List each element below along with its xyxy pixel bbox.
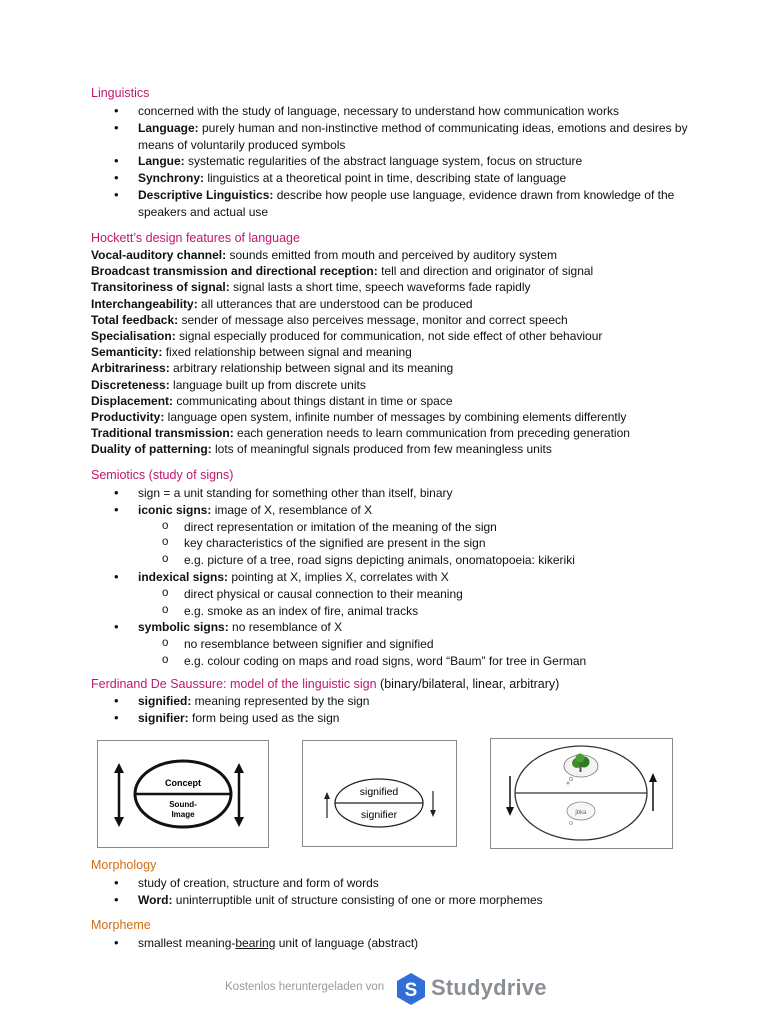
saussure-list (0, 693, 768, 727)
list-item: • symbolic signs: no resemblance of X (0, 619, 768, 636)
list-item: Interchangeability: all utterances that are understood can be produced (91, 296, 473, 311)
sub-list-item: o no resemblance between signifier and signified (0, 636, 768, 653)
list-item: • Word: uninterruptible unit of structure consisting of one or more morphemes (0, 892, 768, 909)
semiotics-list (0, 485, 768, 670)
list-item: • Language: purely human and non-instinctive method of communicating ideas, emotions and desires by means of voluntarily produced symbols (0, 120, 768, 154)
list-item: Vocal-auditory channel: sounds emitted from mouth and perceived by auditory system (91, 248, 557, 262)
sub-list-item: o key characteristics of the signified are present in the sign (0, 535, 768, 552)
sub-list-item: o e.g. colour coding on maps and road signs, word “Baum” for tree in German (0, 653, 768, 670)
thought-bubble-word (567, 802, 595, 825)
list-item: • iconic signs: image of X, resemblance of X (0, 502, 768, 519)
figure-signified-label: signified (359, 786, 399, 798)
sub-list-item: o e.g. smoke as an index of fire, animal tracks (0, 603, 768, 620)
figure-concept-label: Concept (165, 778, 201, 788)
figure-sound-label-2: Image (171, 810, 195, 819)
figure-bubble-word: jbka (573, 810, 587, 816)
list-item: Discreteness: language built up from discrete units (91, 377, 366, 392)
list-item: • Langue: systematic regularities of the abstract language system, focus on structure (0, 153, 768, 170)
list-item: • indexical signs: pointing at X, implies X, correlates with X (0, 569, 768, 586)
sub-list-item: o direct representation or imitation of the meaning of the sign (0, 519, 768, 536)
morpheme-heading: Morpheme (91, 918, 151, 932)
morphology-list (0, 875, 768, 909)
list-item: • sign = a unit standing for something other than itself, binary (0, 485, 768, 502)
download-notice: Kostenlos heruntergeladen von (225, 981, 385, 993)
hockett-list (91, 247, 751, 458)
list-item: Broadcast transmission and directional reception: tell and direction and originator of signal (91, 264, 594, 279)
figure-signifier-label: signifier (360, 809, 398, 821)
list-item: • Synchrony: linguistics at a theoretical point in time, describing state of language (0, 170, 768, 187)
sign-model-figure-tree (490, 738, 673, 849)
figure-concept-drawing (98, 741, 268, 847)
sign-model-figure-signified (302, 740, 457, 847)
list-item: Productivity: language open system, infinite number of messages by combining elements differently (91, 410, 627, 425)
list-item: Duality of patterning: lots of meaningful signals produced from few meaningless units (91, 442, 552, 457)
list-item: Arbitrariness: arbitrary relationship between signal and its meaning (91, 361, 454, 376)
sub-list-item: o e.g. picture of a tree, road signs depicting animals, onomatopoeia: kikeriki (0, 552, 768, 569)
studydrive-footer (225, 972, 555, 1006)
studydrive-brand-link[interactable]: Studydrive (431, 975, 547, 1000)
list-item: Total feedback: sender of message also perceives message, monitor and correct speech (91, 312, 568, 327)
sign-model-figure-concept (97, 740, 269, 848)
semiotics-heading: Semiotics (study of signs) (91, 468, 234, 482)
figure-signified-drawing (303, 741, 456, 846)
sub-list-item: o direct physical or causal connection to their meaning (0, 586, 768, 603)
saussure-heading: Ferdinand De Saussure: model of the linguistic sign (91, 677, 377, 691)
svg-text:S: S (404, 980, 418, 1001)
studydrive-logo-icon[interactable] (395, 972, 427, 1006)
hockett-heading: Hockett’s design features of language (91, 231, 300, 245)
list-item: Specialisation: signal especially produced for communication, not side effect of other behaviour (91, 329, 603, 344)
linguistics-list (0, 103, 768, 221)
saussure-heading-note: (binary/bilateral, linear, arbitrary) (376, 677, 560, 691)
list-item: • signified: meaning represented by the sign (0, 693, 768, 710)
list-item: • study of creation, structure and form of words (0, 875, 768, 892)
list-item: Traditional transmission: each generation needs to learn communication from preceding generation (91, 426, 630, 441)
linguistics-heading: Linguistics (91, 86, 150, 100)
list-item: • concerned with the study of language, necessary to understand how communication works (0, 103, 768, 120)
morphology-heading: Morphology (91, 858, 157, 872)
list-item: • Descriptive Linguistics: describe how people use language, evidence drawn from knowledge of the speakers and actual use (0, 187, 768, 221)
figure-tree-drawing (491, 739, 672, 848)
thought-bubble-tree (564, 754, 598, 785)
list-item: Transitoriness of signal: signal lasts a short time, speech waveforms fade rapidly (91, 280, 531, 295)
saussure-heading-line (91, 677, 559, 691)
morpheme-list (0, 935, 768, 952)
list-item: • smallest meaning-bearing unit of language (abstract) (0, 935, 768, 952)
list-item: Displacement: communicating about things distant in time or space (91, 393, 453, 408)
figure-sound-label-1: Sound- (169, 800, 197, 809)
list-item: • signifier: form being used as the sign (0, 710, 768, 727)
list-item: Semanticity: fixed relationship between signal and meaning (91, 345, 412, 360)
